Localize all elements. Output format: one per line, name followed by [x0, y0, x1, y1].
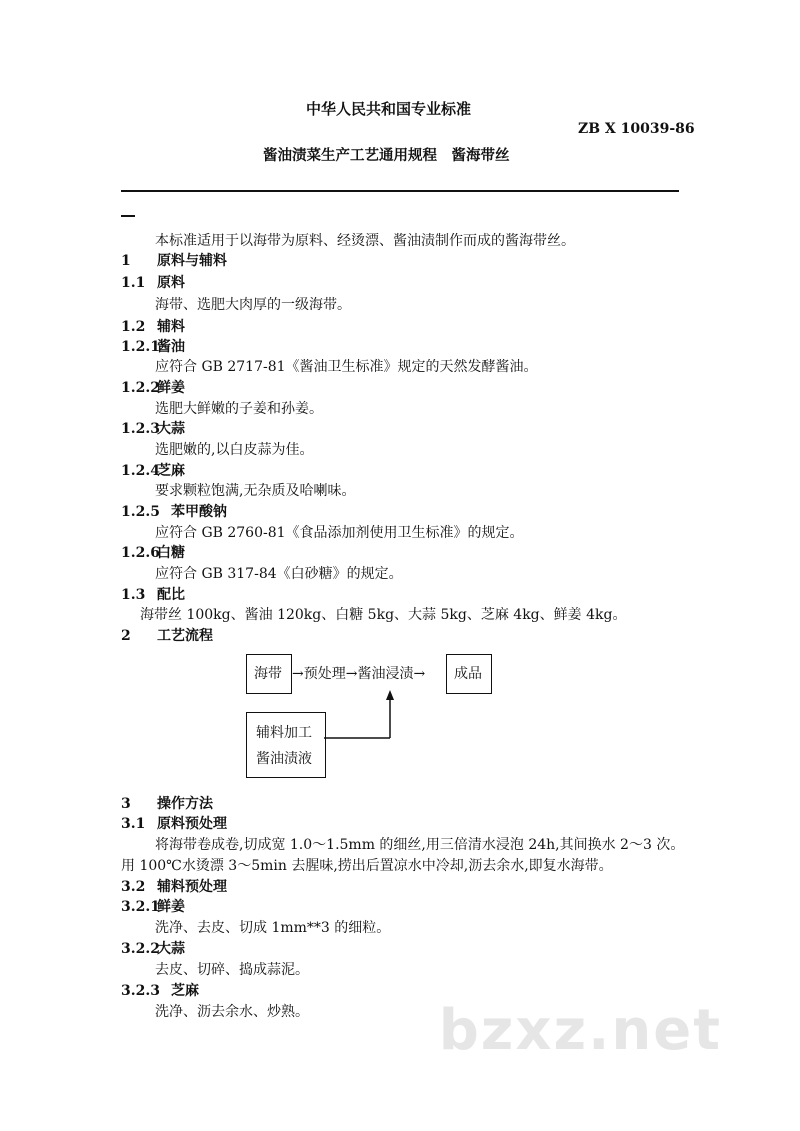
section-3-2-1: 3.2.1鲜姜 [121, 899, 185, 915]
flow-box-product-label: 成品 [454, 666, 482, 682]
standard-code: ZB X 10039-86 [578, 121, 695, 137]
section-1-2-1-text: 应符合 GB 2717-81《酱油卫生标准》规定的天然发酵酱油。 [155, 359, 538, 375]
section-1-1: 1.1 原料 [121, 275, 185, 291]
section-3-1-text-line2: 用 100℃水烫漂 3～5min 去腥味,捞出后置凉水中冷却,沥去余水,即复水海带。 [121, 858, 613, 874]
section-1-2-6: 1.2.6白糖 [121, 545, 185, 561]
scope-text: 本标准适用于以海带为原料、经烫漂、酱油渍制作而成的酱海带丝。 [155, 233, 575, 249]
section-1-2: 1.2 辅料 [121, 319, 185, 335]
watermark: bzxz.net [438, 998, 722, 1063]
section-3-1: 3.1 原料预处理 [121, 816, 227, 832]
flow-box-auxiliary-line2: 酱油渍液 [256, 751, 312, 767]
flow-process-chain: →预处理→酱油浸渍→ [292, 666, 426, 682]
section-2: 2 工艺流程 [121, 628, 213, 644]
section-3-2: 3.2 辅料预处理 [121, 879, 227, 895]
section-3-2-3: 3.2.3 芝麻 [121, 983, 199, 999]
section-1: 1 原料与辅料 [121, 253, 227, 269]
section-1-3-text: 海带丝 100kg、酱油 120kg、白糖 5kg、大蒜 5kg、芝麻 4kg、鲜姜 4kg。 [140, 607, 627, 623]
section-1-2-4-text: 要求颗粒饱满,无杂质及哈喇味。 [155, 483, 356, 499]
section-3-2-2: 3.2.2大蒜 [121, 941, 185, 957]
flow-box-auxiliary-line1: 辅料加工 [256, 725, 312, 741]
section-3-2-3-text: 洗净、沥去余水、炒熟。 [155, 1004, 309, 1020]
section-1-2-3-text: 选肥嫩的,以白皮蒜为佳。 [155, 442, 314, 458]
section-1-2-2: 1.2.2鲜姜 [121, 380, 185, 396]
section-3-2-2-text: 去皮、切碎、捣成蒜泥。 [155, 962, 309, 978]
section-3: 3 操作方法 [121, 796, 213, 812]
section-1-3: 1.3 配比 [121, 587, 185, 603]
section-1-2-6-text: 应符合 GB 317-84《白砂糖》的规定。 [155, 566, 403, 582]
section-1-2-5: 1.2.5 苯甲酸钠 [121, 504, 227, 520]
section-1-2-3: 1.2.3大蒜 [121, 421, 185, 437]
section-1-2-2-text: 选肥大鲜嫩的子姜和孙姜。 [155, 401, 323, 417]
issuer-title: 中华人民共和国专业标准 [306, 100, 472, 118]
flow-box-raw-label: 海带 [254, 666, 282, 682]
section-3-2-1-text: 洗净、去皮、切成 1mm**3 的细粒。 [155, 920, 391, 936]
section-1-2-1: 1.2.1酱油 [121, 339, 185, 355]
section-1-2-5-text: 应符合 GB 2760-81《食品添加剂使用卫生标准》的规定。 [155, 525, 524, 541]
section-1-1-text: 海带、选肥大肉厚的一级海带。 [155, 297, 351, 313]
document-title: 酱油渍菜生产工艺通用规程 酱海带丝 [263, 147, 510, 164]
section-3-1-text-line1: 将海带卷成卷,切成宽 1.0～1.5mm 的细丝,用三倍清水浸泡 24h,其间换水 2～3 次。 [155, 837, 685, 853]
section-1-2-4: 1.2.4芝麻 [121, 463, 185, 479]
